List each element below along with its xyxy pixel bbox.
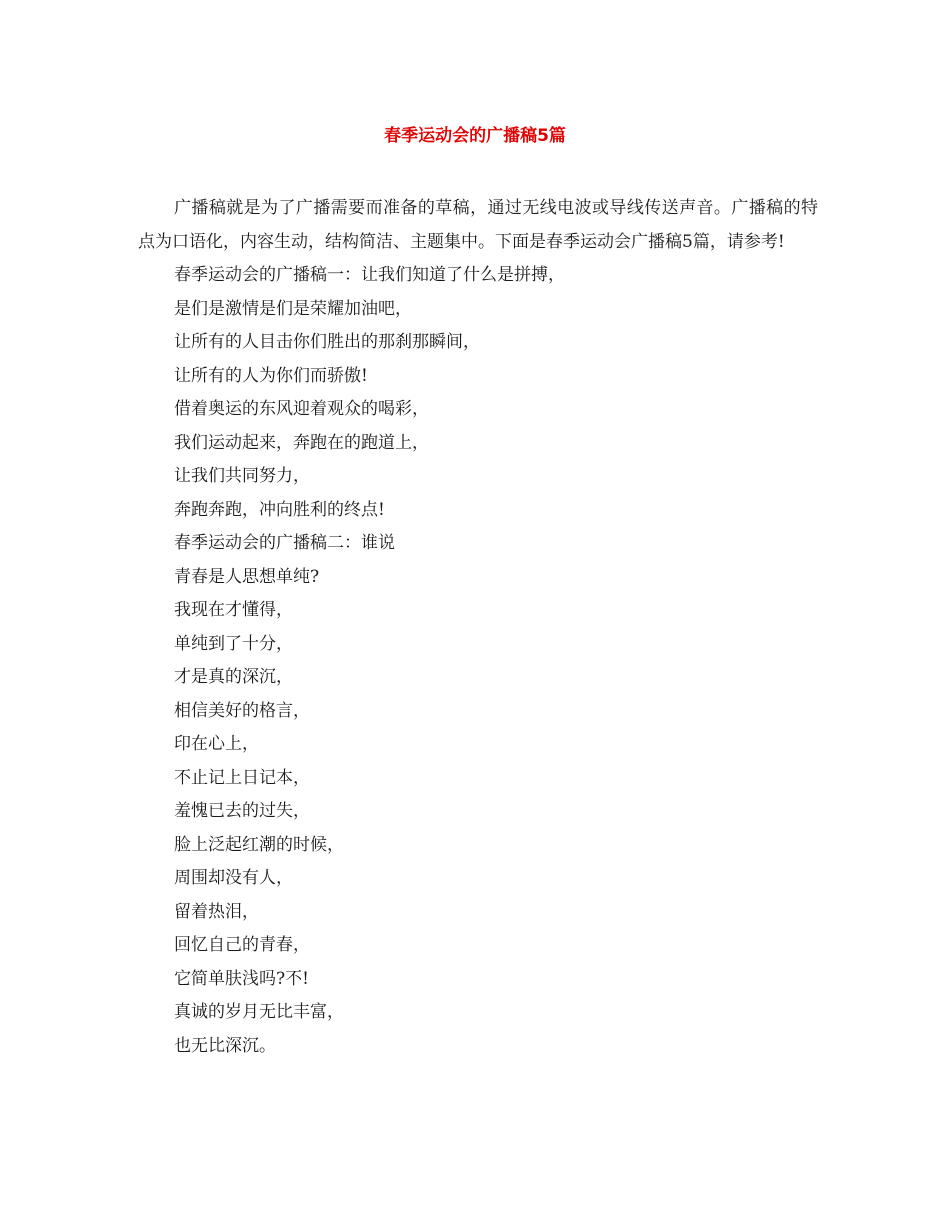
poem-lines: [138, 259, 818, 1063]
poem-line: 它简单肤浅吗?不!: [174, 968, 309, 989]
poem-line: 青春是人思想单纯?: [174, 566, 320, 587]
poem-line: 留着热泪，: [174, 901, 259, 922]
poem-line: 印在心上，: [174, 734, 259, 754]
poem-line: 回忆自己的青春，: [174, 935, 310, 955]
poem-line: 奔跑奔跑，冲向胜利的终点!: [174, 499, 385, 520]
poem-line: 相信美好的格言，: [174, 700, 310, 721]
poem-line: 我们运动起来，奔跑在的跑道上，: [174, 432, 429, 453]
document-title: 春季运动会的广播稿5篇: [384, 126, 566, 146]
poem-line: 单纯到了十分，: [174, 633, 293, 654]
poem-line: 让我们共同努力，: [174, 466, 310, 486]
poem-line: 脸上泛起红潮的时候，: [174, 834, 344, 855]
intro-paragraph: 广播稿就是为了广播需要而准备的草稿，通过无线电波或导线传送声音。广播稿的特点为口语化，内容生动，结构简洁、主题集中。下面是春季运动会广播稿5篇，请参考!: [138, 198, 818, 252]
poem-line: 也无比深沉。: [174, 1035, 276, 1056]
poem-line: 借着奥运的东风迎着观众的喝彩，: [174, 399, 429, 419]
poem-line: 真诚的岁月无比丰富，: [174, 1002, 344, 1022]
poem-line: 周围却没有人，: [174, 868, 293, 888]
poem-line: 不止记上日记本，: [174, 767, 310, 788]
poem-line: 让所有的人为你们而骄傲!: [174, 365, 368, 386]
poem-line: 我现在才懂得，: [174, 600, 293, 620]
poem-line: 让所有的人目击你们胜出的那刹那瞬间，: [174, 332, 480, 352]
poem-line: 春季运动会的广播稿二：谁说: [174, 533, 395, 553]
poem-line: 春季运动会的广播稿一：让我们知道了什么是拼搏，: [174, 265, 565, 285]
poem-line: 羞愧已去的过失，: [174, 801, 310, 821]
poem-line: 是们是激情是们是荣耀加油吧，: [174, 298, 412, 319]
poem-line: 才是真的深沉，: [174, 667, 293, 687]
document-body: [138, 192, 818, 1063]
